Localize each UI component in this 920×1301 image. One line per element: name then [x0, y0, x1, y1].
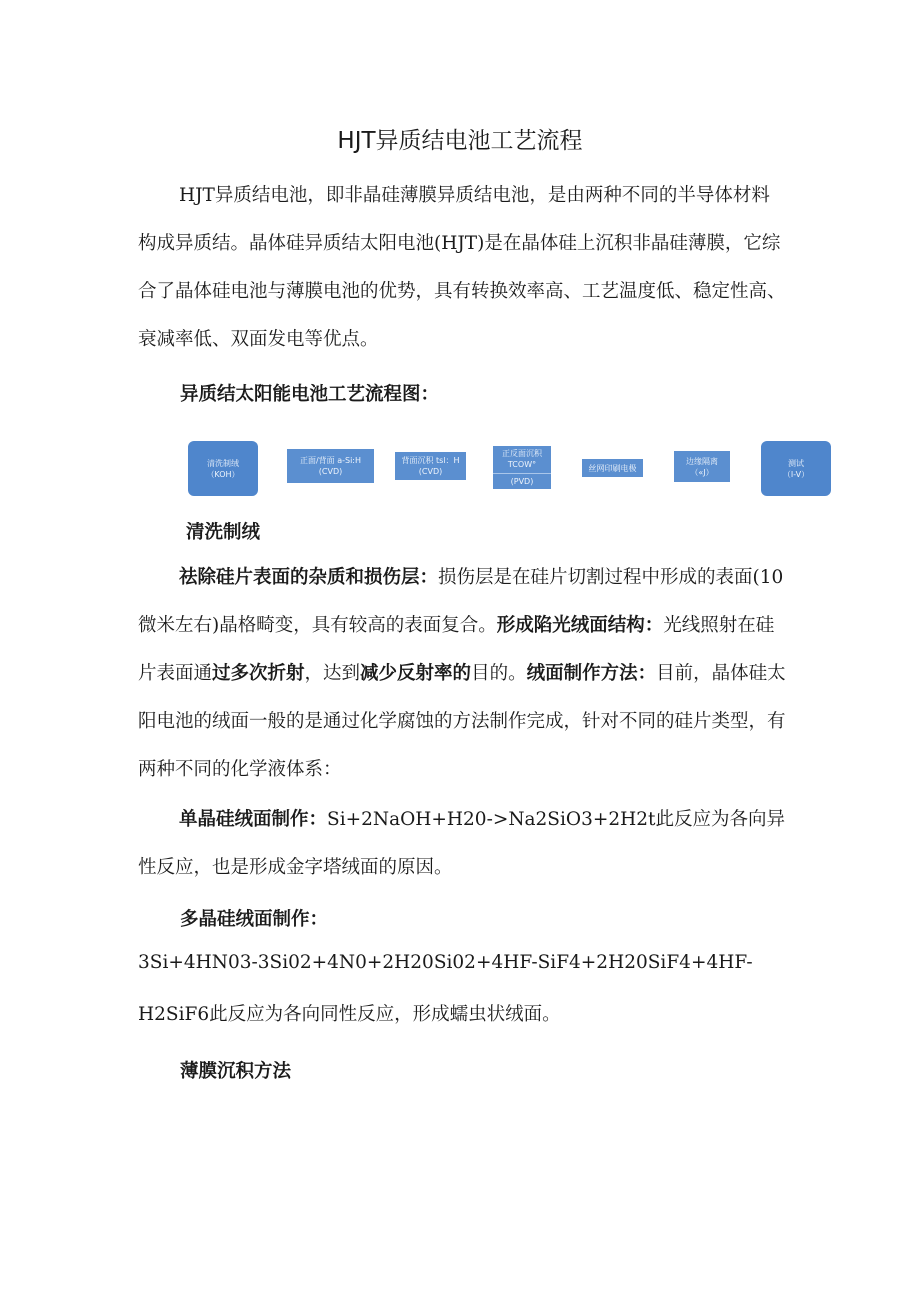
text-purpose: 目的。 [471, 663, 527, 684]
bold-texture-method: 绒面制作方法： [526, 663, 657, 684]
text-reach: ，达到 [304, 663, 361, 684]
section-heading-texturing: 清洗制绒 [186, 522, 261, 543]
page-title: HJT异质结电池工艺流程 [337, 128, 583, 154]
bold-remove-damage: 祛除硅片表面的杂质和损伤层： [179, 567, 439, 588]
flow-heading: 异质结太阳能电池工艺流程图： [180, 384, 440, 405]
flow-step-tco-deposition: 正反面沉积 TCOW° (PVD) [493, 446, 551, 489]
flow-step-screen-printing: 丝网印刷电极 [582, 459, 643, 477]
flow-step-edge-isolation: 边缘隔离 （«J） [674, 451, 730, 482]
bold-reduce-reflection: 减少反射率的 [360, 663, 472, 684]
bold-light-trapping: 形成陷光绒面结构： [496, 615, 664, 636]
mono-texturing-paragraph [138, 796, 786, 892]
flow-step-cleaning: 清洗制绒 （KOH） [188, 441, 258, 496]
poly-reaction-line-1: 3Si+4HN03-3Si02+4N0+2H20Si02+4HF-SiF4+2H20SiF4+4HF- [138, 952, 753, 973]
texturing-paragraph [138, 554, 786, 794]
flow-step-front-back-asi: 正面/背面 a-Si:H (CVD) [287, 449, 374, 483]
flow-step-back-deposition: 背面沉积 tsl：H (CVD) [395, 452, 466, 480]
poly-heading: 多晶硅绒面制作： [180, 909, 329, 930]
intro-paragraph: HJT异质结电池，即非晶硅薄膜异质结电池，是由两种不同的半导体材料构成异质结。晶体硅异质结太阳电池(HJT)是在晶体硅上沉积非晶硅薄膜，它综合了晶体硅电池与薄膜电池的优势，具有转换效率高、工艺温度低、稳定性高、衰减率低、双面发电等优点。 [138, 185, 786, 350]
text-light: 光线照射在硅片表面通 [138, 615, 775, 684]
bold-multiple-refraction: 过多次折射 [212, 663, 305, 684]
flow-step-testing: 测试 （I-V） [761, 441, 831, 496]
poly-reaction-line-2: H2SiF6此反应为各向同性反应，形成蠕虫状绒面。 [138, 1004, 561, 1025]
mono-heading: 单晶硅绒面制作： [179, 809, 328, 830]
text-method: 目前，晶体硅太阳电池的绒面一般的是通过化学腐蚀的方法制作完成，针对不同的硅片类型，有两种不同的化学液体系： [138, 663, 786, 780]
section-heading-film-deposition: 薄膜沉积方法 [180, 1061, 292, 1082]
mono-reaction-text: Si+2NaOH+H20->Na2SiO3+2H2t此反应为各向异性反应，也是形成金字塔绒面的原因。 [138, 809, 785, 878]
text-damage-layer: 损伤层是在硅片切割过程中形成的表面(10微米左右)晶格畸变，具有较高的表面复合。 [138, 567, 784, 636]
